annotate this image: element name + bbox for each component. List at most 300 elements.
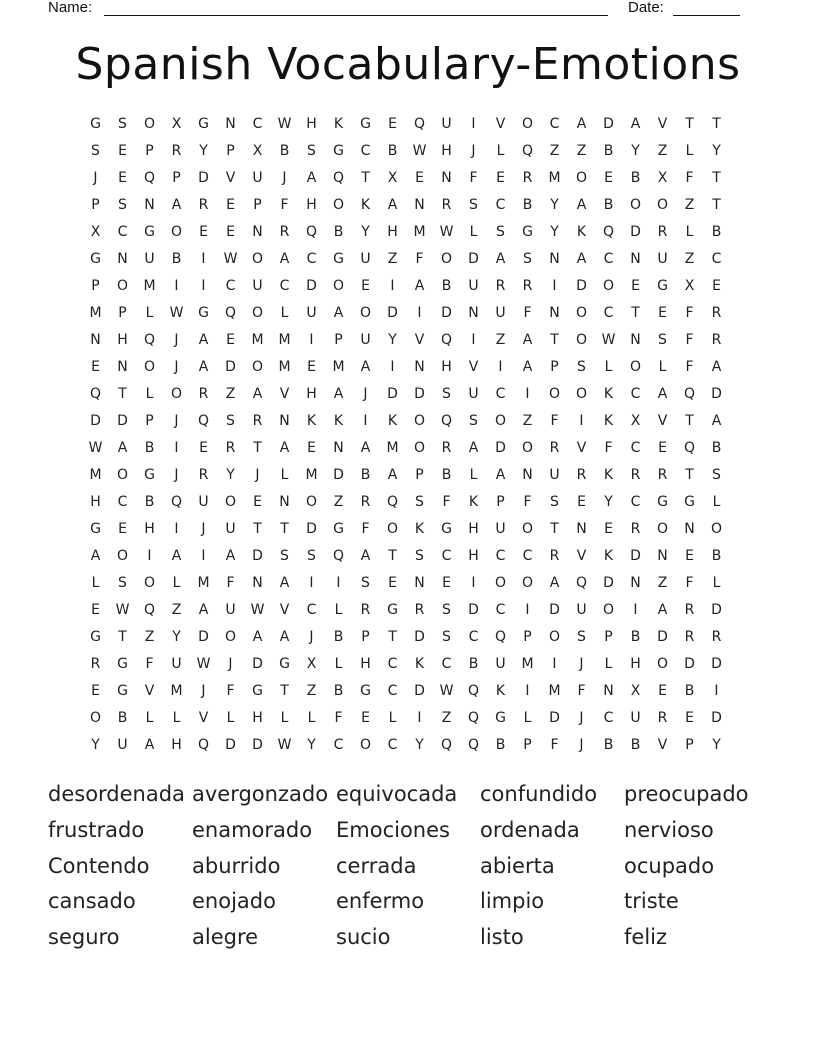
grid-letter[interactable]: X bbox=[630, 413, 641, 429]
grid-letter[interactable]: F bbox=[442, 494, 451, 510]
grid-letter[interactable]: O bbox=[656, 521, 669, 537]
grid-letter[interactable]: F bbox=[685, 575, 694, 591]
grid-letter[interactable]: Z bbox=[387, 251, 398, 267]
grid-letter[interactable]: O bbox=[575, 332, 588, 348]
grid-letter[interactable]: D bbox=[657, 629, 668, 645]
grid-letter[interactable]: M bbox=[413, 224, 426, 240]
grid-letter[interactable]: O bbox=[359, 737, 372, 753]
grid-letter[interactable]: O bbox=[224, 629, 237, 645]
grid-letter[interactable]: A bbox=[252, 386, 263, 402]
grid-letter[interactable]: A bbox=[711, 413, 722, 429]
grid-letter[interactable]: R bbox=[279, 224, 290, 240]
grid-letter[interactable]: C bbox=[387, 656, 398, 672]
grid-letter[interactable]: G bbox=[90, 629, 101, 645]
grid-letter[interactable]: R bbox=[414, 602, 425, 618]
grid-letter[interactable]: O bbox=[548, 386, 561, 402]
grid-letter[interactable]: U bbox=[495, 305, 506, 321]
grid-letter[interactable]: A bbox=[360, 359, 371, 375]
grid-letter[interactable]: B bbox=[333, 629, 344, 645]
grid-letter[interactable]: C bbox=[117, 224, 128, 240]
grid-letter[interactable]: A bbox=[387, 197, 398, 213]
grid-letter[interactable]: L bbox=[280, 710, 289, 726]
grid-letter[interactable]: C bbox=[711, 251, 722, 267]
grid-letter[interactable]: R bbox=[252, 413, 263, 429]
grid-letter[interactable]: X bbox=[171, 116, 182, 132]
grid-letter[interactable]: E bbox=[685, 710, 694, 726]
grid-letter[interactable]: G bbox=[387, 602, 398, 618]
grid-letter[interactable]: V bbox=[414, 332, 425, 348]
grid-letter[interactable]: K bbox=[576, 224, 587, 240]
grid-letter[interactable]: C bbox=[630, 386, 641, 402]
grid-letter[interactable]: E bbox=[685, 548, 694, 564]
grid-letter[interactable]: L bbox=[91, 575, 100, 591]
grid-letter[interactable]: X bbox=[306, 656, 317, 672]
grid-letter[interactable]: C bbox=[468, 629, 479, 645]
grid-letter[interactable]: E bbox=[658, 683, 667, 699]
grid-letter[interactable]: U bbox=[198, 494, 209, 510]
grid-letter[interactable]: C bbox=[306, 602, 317, 618]
grid-letter[interactable]: O bbox=[143, 116, 156, 132]
grid-letter[interactable]: C bbox=[603, 710, 614, 726]
grid-letter[interactable]: G bbox=[684, 494, 695, 510]
grid-letter[interactable]: P bbox=[523, 629, 532, 645]
grid-letter[interactable]: I bbox=[174, 278, 179, 294]
grid-letter[interactable]: L bbox=[226, 710, 235, 726]
grid-letter[interactable]: L bbox=[388, 710, 397, 726]
grid-letter[interactable]: S bbox=[577, 359, 586, 375]
grid-letter[interactable]: R bbox=[198, 467, 209, 483]
grid-letter[interactable]: J bbox=[579, 710, 584, 726]
grid-letter[interactable]: N bbox=[225, 116, 236, 132]
grid-letter[interactable]: E bbox=[226, 224, 235, 240]
grid-letter[interactable]: G bbox=[90, 521, 101, 537]
grid-letter[interactable]: P bbox=[415, 467, 424, 483]
grid-letter[interactable]: I bbox=[417, 710, 422, 726]
grid-letter[interactable]: C bbox=[387, 737, 398, 753]
grid-letter[interactable]: B bbox=[603, 737, 614, 753]
grid-letter[interactable]: L bbox=[334, 656, 343, 672]
grid-letter[interactable]: D bbox=[225, 737, 236, 753]
grid-letter[interactable]: B bbox=[630, 737, 641, 753]
grid-letter[interactable]: A bbox=[171, 197, 182, 213]
grid-letter[interactable]: H bbox=[630, 656, 641, 672]
grid-letter[interactable]: Z bbox=[684, 251, 695, 267]
grid-letter[interactable]: S bbox=[442, 629, 451, 645]
grid-letter[interactable]: N bbox=[414, 575, 425, 591]
grid-letter[interactable]: A bbox=[306, 170, 317, 186]
grid-letter[interactable]: D bbox=[198, 629, 209, 645]
grid-letter[interactable]: Q bbox=[440, 332, 453, 348]
grid-letter[interactable]: X bbox=[387, 170, 398, 186]
grid-letter[interactable]: C bbox=[603, 251, 614, 267]
grid-letter[interactable]: T bbox=[712, 116, 721, 132]
grid-letter[interactable]: I bbox=[525, 386, 530, 402]
grid-letter[interactable]: K bbox=[495, 683, 506, 699]
grid-letter[interactable]: W bbox=[277, 116, 292, 132]
grid-letter[interactable]: O bbox=[332, 278, 345, 294]
grid-letter[interactable]: I bbox=[525, 602, 530, 618]
grid-letter[interactable]: P bbox=[496, 494, 505, 510]
grid-letter[interactable]: E bbox=[415, 170, 424, 186]
grid-letter[interactable]: F bbox=[685, 170, 694, 186]
grid-letter[interactable]: J bbox=[174, 467, 179, 483]
grid-letter[interactable]: S bbox=[442, 602, 451, 618]
grid-letter[interactable]: S bbox=[307, 143, 316, 159]
grid-letter[interactable]: Q bbox=[467, 710, 480, 726]
grid-letter[interactable]: Q bbox=[143, 332, 156, 348]
grid-letter[interactable]: K bbox=[414, 521, 425, 537]
grid-letter[interactable]: U bbox=[549, 467, 560, 483]
grid-letter[interactable]: C bbox=[279, 278, 290, 294]
grid-letter[interactable]: I bbox=[174, 521, 179, 537]
grid-letter[interactable]: D bbox=[576, 278, 587, 294]
grid-letter[interactable]: A bbox=[522, 332, 533, 348]
grid-letter[interactable]: S bbox=[577, 629, 586, 645]
grid-letter[interactable]: R bbox=[522, 278, 533, 294]
grid-letter[interactable]: Q bbox=[440, 737, 453, 753]
grid-letter[interactable]: L bbox=[604, 656, 613, 672]
grid-letter[interactable]: R bbox=[630, 521, 641, 537]
grid-letter[interactable]: N bbox=[549, 305, 560, 321]
grid-letter[interactable]: Y bbox=[415, 737, 424, 753]
grid-letter[interactable]: S bbox=[415, 494, 424, 510]
grid-letter[interactable]: D bbox=[414, 629, 425, 645]
grid-letter[interactable]: O bbox=[575, 305, 588, 321]
grid-letter[interactable]: A bbox=[198, 602, 209, 618]
grid-letter[interactable]: R bbox=[360, 602, 371, 618]
grid-letter[interactable]: G bbox=[144, 224, 155, 240]
grid-letter[interactable]: A bbox=[576, 251, 587, 267]
grid-letter[interactable]: J bbox=[174, 413, 179, 429]
grid-letter[interactable]: H bbox=[441, 359, 452, 375]
grid-letter[interactable]: U bbox=[252, 278, 263, 294]
grid-letter[interactable]: H bbox=[306, 116, 317, 132]
grid-letter[interactable]: S bbox=[550, 494, 559, 510]
grid-letter[interactable]: Z bbox=[441, 710, 452, 726]
grid-letter[interactable]: L bbox=[145, 710, 154, 726]
grid-letter[interactable]: R bbox=[549, 548, 560, 564]
grid-letter[interactable]: D bbox=[117, 413, 128, 429]
grid-letter[interactable]: S bbox=[442, 386, 451, 402]
grid-letter[interactable]: C bbox=[603, 305, 614, 321]
grid-letter[interactable]: H bbox=[360, 656, 371, 672]
grid-letter[interactable]: D bbox=[387, 305, 398, 321]
grid-letter[interactable]: I bbox=[174, 440, 179, 456]
grid-letter[interactable]: G bbox=[198, 116, 209, 132]
grid-letter[interactable]: R bbox=[630, 467, 641, 483]
grid-letter[interactable]: T bbox=[388, 629, 397, 645]
grid-letter[interactable]: W bbox=[196, 656, 211, 672]
grid-letter[interactable]: P bbox=[226, 143, 235, 159]
grid-letter[interactable]: F bbox=[685, 332, 694, 348]
grid-letter[interactable]: J bbox=[255, 467, 260, 483]
grid-letter[interactable]: I bbox=[336, 575, 341, 591]
grid-letter[interactable]: V bbox=[279, 386, 290, 402]
grid-letter[interactable]: T bbox=[361, 170, 370, 186]
grid-letter[interactable]: U bbox=[225, 521, 236, 537]
grid-letter[interactable]: R bbox=[549, 440, 560, 456]
grid-letter[interactable]: I bbox=[309, 332, 314, 348]
grid-letter[interactable]: Y bbox=[307, 737, 316, 753]
grid-letter[interactable]: Q bbox=[413, 116, 426, 132]
grid-letter[interactable]: I bbox=[525, 683, 530, 699]
grid-letter[interactable]: D bbox=[333, 467, 344, 483]
grid-letter[interactable]: B bbox=[684, 683, 695, 699]
grid-letter[interactable]: R bbox=[684, 629, 695, 645]
grid-letter[interactable]: Y bbox=[199, 143, 208, 159]
grid-letter[interactable]: H bbox=[144, 521, 155, 537]
grid-letter[interactable]: A bbox=[711, 359, 722, 375]
grid-letter[interactable]: X bbox=[630, 683, 641, 699]
grid-letter[interactable]: S bbox=[469, 197, 478, 213]
grid-letter[interactable]: N bbox=[414, 359, 425, 375]
grid-letter[interactable]: E bbox=[226, 332, 235, 348]
grid-letter[interactable]: C bbox=[441, 548, 452, 564]
grid-letter[interactable]: W bbox=[223, 251, 238, 267]
grid-letter[interactable]: H bbox=[117, 332, 128, 348]
grid-letter[interactable]: D bbox=[387, 386, 398, 402]
grid-letter[interactable]: C bbox=[441, 656, 452, 672]
grid-letter[interactable]: P bbox=[604, 629, 613, 645]
grid-letter[interactable]: R bbox=[225, 440, 236, 456]
grid-letter[interactable]: I bbox=[417, 305, 422, 321]
grid-letter[interactable]: O bbox=[656, 656, 669, 672]
grid-letter[interactable]: L bbox=[469, 467, 478, 483]
grid-letter[interactable]: E bbox=[307, 440, 316, 456]
grid-letter[interactable]: L bbox=[145, 305, 154, 321]
date-blank-line[interactable] bbox=[673, 15, 740, 16]
grid-letter[interactable]: Z bbox=[522, 413, 533, 429]
grid-letter[interactable]: Q bbox=[683, 440, 696, 456]
grid-letter[interactable]: B bbox=[441, 278, 452, 294]
grid-letter[interactable]: G bbox=[117, 683, 128, 699]
grid-letter[interactable]: G bbox=[657, 494, 668, 510]
grid-letter[interactable]: B bbox=[333, 224, 344, 240]
grid-letter[interactable]: G bbox=[144, 467, 155, 483]
grid-letter[interactable]: G bbox=[333, 143, 344, 159]
grid-letter[interactable]: G bbox=[441, 521, 452, 537]
grid-letter[interactable]: A bbox=[171, 548, 182, 564]
grid-letter[interactable]: U bbox=[495, 656, 506, 672]
grid-letter[interactable]: S bbox=[307, 548, 316, 564]
grid-letter[interactable]: P bbox=[523, 737, 532, 753]
grid-letter[interactable]: L bbox=[685, 224, 694, 240]
grid-letter[interactable]: M bbox=[548, 170, 561, 186]
grid-letter[interactable]: P bbox=[361, 629, 370, 645]
grid-letter[interactable]: O bbox=[521, 575, 534, 591]
grid-letter[interactable]: H bbox=[441, 143, 452, 159]
grid-letter[interactable]: F bbox=[334, 710, 343, 726]
grid-letter[interactable]: G bbox=[252, 683, 263, 699]
grid-letter[interactable]: C bbox=[387, 683, 398, 699]
grid-letter[interactable]: J bbox=[282, 170, 287, 186]
grid-letter[interactable]: Z bbox=[549, 143, 560, 159]
grid-letter[interactable]: Z bbox=[144, 629, 155, 645]
grid-letter[interactable]: X bbox=[252, 143, 263, 159]
grid-letter[interactable]: H bbox=[306, 386, 317, 402]
grid-letter[interactable]: Q bbox=[386, 494, 399, 510]
grid-letter[interactable]: F bbox=[361, 521, 370, 537]
grid-letter[interactable]: E bbox=[226, 197, 235, 213]
grid-letter[interactable]: I bbox=[147, 548, 152, 564]
grid-letter[interactable]: A bbox=[576, 197, 587, 213]
grid-letter[interactable]: E bbox=[361, 278, 370, 294]
grid-letter[interactable]: J bbox=[174, 359, 179, 375]
grid-letter[interactable]: P bbox=[91, 278, 100, 294]
grid-letter[interactable]: P bbox=[145, 413, 154, 429]
grid-letter[interactable]: Y bbox=[91, 737, 100, 753]
grid-letter[interactable]: Y bbox=[631, 143, 640, 159]
grid-letter[interactable]: I bbox=[714, 683, 719, 699]
grid-letter[interactable]: M bbox=[197, 575, 210, 591]
grid-letter[interactable]: U bbox=[117, 737, 128, 753]
grid-letter[interactable]: J bbox=[228, 656, 233, 672]
grid-letter[interactable]: N bbox=[630, 332, 641, 348]
grid-letter[interactable]: S bbox=[280, 548, 289, 564]
grid-letter[interactable]: O bbox=[413, 413, 426, 429]
grid-letter[interactable]: A bbox=[117, 440, 128, 456]
grid-letter[interactable]: C bbox=[225, 278, 236, 294]
grid-letter[interactable]: Z bbox=[225, 386, 236, 402]
grid-letter[interactable]: H bbox=[468, 548, 479, 564]
grid-letter[interactable]: O bbox=[359, 305, 372, 321]
grid-letter[interactable]: O bbox=[602, 602, 615, 618]
grid-letter[interactable]: I bbox=[471, 575, 476, 591]
grid-letter[interactable]: B bbox=[630, 170, 641, 186]
grid-letter[interactable]: D bbox=[468, 602, 479, 618]
grid-letter[interactable]: H bbox=[252, 710, 263, 726]
grid-letter[interactable]: M bbox=[278, 332, 291, 348]
grid-letter[interactable]: Q bbox=[143, 602, 156, 618]
grid-letter[interactable]: E bbox=[91, 359, 100, 375]
grid-letter[interactable]: E bbox=[577, 494, 586, 510]
grid-letter[interactable]: E bbox=[118, 521, 127, 537]
grid-letter[interactable]: S bbox=[523, 251, 532, 267]
grid-letter[interactable]: L bbox=[685, 143, 694, 159]
grid-letter[interactable]: L bbox=[712, 494, 721, 510]
grid-letter[interactable]: G bbox=[198, 305, 209, 321]
grid-letter[interactable]: D bbox=[252, 548, 263, 564]
grid-letter[interactable]: G bbox=[333, 251, 344, 267]
grid-letter[interactable]: C bbox=[495, 386, 506, 402]
grid-letter[interactable]: Y bbox=[712, 143, 721, 159]
grid-letter[interactable]: U bbox=[252, 170, 263, 186]
grid-letter[interactable]: O bbox=[629, 197, 642, 213]
grid-letter[interactable]: F bbox=[523, 305, 532, 321]
grid-letter[interactable]: M bbox=[332, 359, 345, 375]
grid-letter[interactable]: Q bbox=[305, 224, 318, 240]
grid-letter[interactable]: W bbox=[601, 332, 616, 348]
grid-letter[interactable]: Y bbox=[712, 737, 721, 753]
grid-letter[interactable]: F bbox=[145, 656, 154, 672]
grid-letter[interactable]: Q bbox=[494, 629, 507, 645]
grid-letter[interactable]: Q bbox=[521, 143, 534, 159]
grid-letter[interactable]: O bbox=[170, 386, 183, 402]
grid-letter[interactable]: L bbox=[469, 224, 478, 240]
grid-letter[interactable]: L bbox=[604, 359, 613, 375]
grid-letter[interactable]: N bbox=[576, 521, 587, 537]
grid-letter[interactable]: N bbox=[252, 575, 263, 591]
grid-letter[interactable]: G bbox=[657, 278, 668, 294]
grid-letter[interactable]: F bbox=[550, 737, 559, 753]
grid-letter[interactable]: D bbox=[225, 359, 236, 375]
grid-letter[interactable]: E bbox=[307, 359, 316, 375]
grid-letter[interactable]: F bbox=[226, 683, 235, 699]
grid-letter[interactable]: N bbox=[657, 548, 668, 564]
grid-letter[interactable]: D bbox=[90, 413, 101, 429]
grid-letter[interactable]: B bbox=[144, 440, 155, 456]
grid-letter[interactable]: U bbox=[306, 305, 317, 321]
grid-letter[interactable]: M bbox=[386, 440, 399, 456]
grid-letter[interactable]: R bbox=[657, 467, 668, 483]
grid-letter[interactable]: O bbox=[575, 170, 588, 186]
grid-letter[interactable]: F bbox=[280, 197, 289, 213]
grid-letter[interactable]: Y bbox=[226, 467, 235, 483]
grid-letter[interactable]: D bbox=[630, 224, 641, 240]
grid-letter[interactable]: A bbox=[279, 629, 290, 645]
grid-letter[interactable]: Z bbox=[306, 683, 317, 699]
grid-letter[interactable]: A bbox=[360, 548, 371, 564]
grid-letter[interactable]: M bbox=[278, 359, 291, 375]
grid-letter[interactable]: F bbox=[550, 413, 559, 429]
grid-letter[interactable]: E bbox=[604, 521, 613, 537]
grid-letter[interactable]: F bbox=[604, 440, 613, 456]
grid-letter[interactable]: R bbox=[90, 656, 101, 672]
grid-letter[interactable]: O bbox=[251, 359, 264, 375]
grid-letter[interactable]: F bbox=[523, 494, 532, 510]
grid-letter[interactable]: B bbox=[603, 143, 614, 159]
grid-letter[interactable]: M bbox=[521, 656, 534, 672]
grid-letter[interactable]: E bbox=[253, 494, 262, 510]
grid-letter[interactable]: E bbox=[388, 575, 397, 591]
grid-letter[interactable]: Q bbox=[332, 170, 345, 186]
grid-letter[interactable]: K bbox=[414, 656, 425, 672]
grid-letter[interactable]: J bbox=[93, 170, 98, 186]
grid-letter[interactable]: V bbox=[657, 116, 668, 132]
grid-letter[interactable]: U bbox=[468, 386, 479, 402]
grid-letter[interactable]: K bbox=[603, 413, 614, 429]
grid-letter[interactable]: B bbox=[144, 494, 155, 510]
grid-letter[interactable]: M bbox=[251, 332, 264, 348]
grid-letter[interactable]: Z bbox=[684, 197, 695, 213]
grid-letter[interactable]: R bbox=[441, 440, 452, 456]
grid-letter[interactable]: O bbox=[575, 386, 588, 402]
grid-letter[interactable]: D bbox=[549, 602, 560, 618]
grid-letter[interactable]: R bbox=[711, 332, 722, 348]
grid-letter[interactable]: F bbox=[685, 305, 694, 321]
grid-letter[interactable]: Y bbox=[604, 494, 613, 510]
grid-letter[interactable]: I bbox=[201, 548, 206, 564]
grid-letter[interactable]: K bbox=[387, 413, 398, 429]
grid-letter[interactable]: V bbox=[225, 170, 236, 186]
grid-letter[interactable]: R bbox=[711, 629, 722, 645]
grid-letter[interactable]: J bbox=[579, 737, 584, 753]
grid-letter[interactable]: S bbox=[118, 575, 127, 591]
grid-letter[interactable]: V bbox=[657, 737, 668, 753]
grid-letter[interactable]: S bbox=[712, 467, 721, 483]
grid-letter[interactable]: O bbox=[116, 548, 129, 564]
grid-letter[interactable]: W bbox=[169, 305, 184, 321]
grid-letter[interactable]: J bbox=[471, 143, 476, 159]
grid-letter[interactable]: O bbox=[494, 413, 507, 429]
grid-letter[interactable]: U bbox=[441, 116, 452, 132]
grid-letter[interactable]: A bbox=[252, 629, 263, 645]
grid-letter[interactable]: Q bbox=[332, 548, 345, 564]
grid-letter[interactable]: F bbox=[469, 170, 478, 186]
grid-letter[interactable]: D bbox=[603, 116, 614, 132]
grid-letter[interactable]: O bbox=[629, 359, 642, 375]
grid-letter[interactable]: P bbox=[550, 359, 559, 375]
